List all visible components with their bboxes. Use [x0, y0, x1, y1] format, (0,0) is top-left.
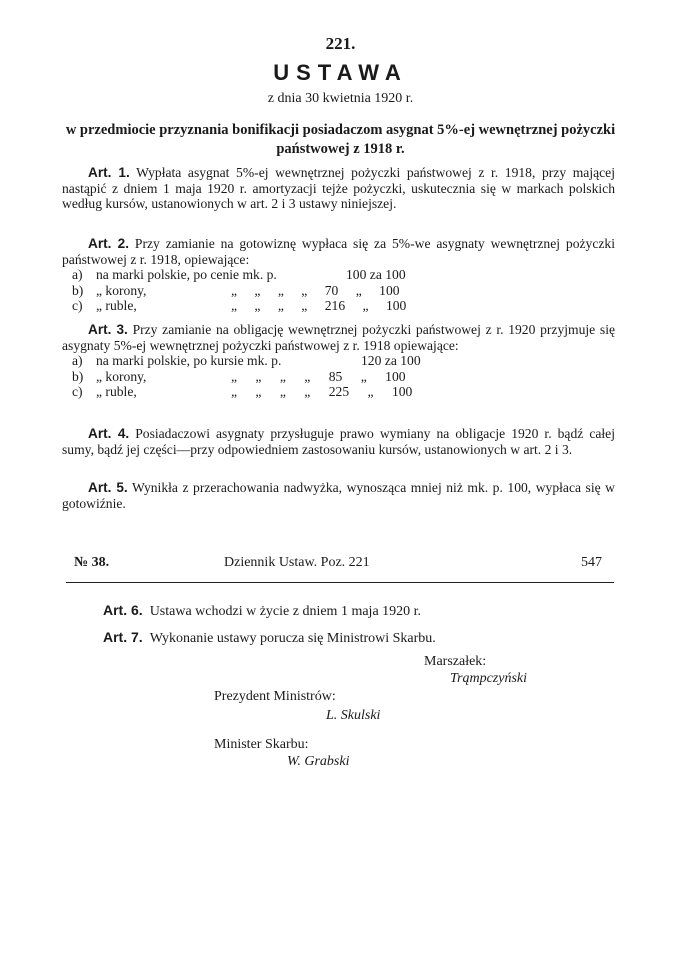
- article-4: [62, 426, 615, 457]
- article-1-text: Wypłata asygnat 5%-ej wewnętrznej pożyczki państwowej z r. 1918, przy mającej nastąpić z dniem 1 maja 1920 r. amortyzacji tejże pożyczki, uskutecznia się w markach polskich według kursów, ustanowionych w art. 2 i 3 ustawy niniejszej.: [62, 165, 615, 212]
- article-3: [62, 322, 615, 400]
- item-rate: 120 za 100: [361, 353, 421, 369]
- article-7: [103, 629, 436, 647]
- list-item: [62, 384, 615, 400]
- signature-name: L. Skulski: [326, 708, 381, 723]
- list-item: [62, 353, 615, 369]
- item-description: „ korony,: [96, 368, 147, 384]
- item-letter: a): [72, 353, 83, 369]
- article-2-text: Przy zamianie na gotowiznę wypłaca się za 5%-we asygnaty wewnętrznej pożyczki państwowej z r. 1918, opiewające:: [62, 236, 615, 267]
- act-subject: w przedmiocie przyznania bonifikacji posiadaczom asygnat 5%-ej wewnętrznej pożyczki państwowej z 1918 r.: [65, 122, 616, 157]
- issue-number: № 38.: [74, 555, 110, 570]
- item-rate: „ „ „ „ 70 „ 100: [231, 282, 400, 298]
- article-1: [62, 165, 615, 212]
- article-5-text: Wynikła z przerachowania nadwyżka, wynosząca mniej niż mk. p. 100, wypłaca się w gotowiźnie.: [62, 480, 615, 511]
- item-rate: „ „ „ „ 85 „ 100: [231, 368, 406, 384]
- page-number: 547: [581, 555, 602, 570]
- item-letter: b): [72, 368, 84, 384]
- item-letter: b): [72, 282, 84, 298]
- article-3-label: Art. 3.: [88, 322, 128, 337]
- signature-name: Trąmpczyński: [450, 671, 527, 686]
- journal-reference: Dziennik Ustaw. Poz. 221: [224, 555, 370, 570]
- article-3-text: Przy zamianie na obligację wewnętrznej pożyczki państwowej z r. 1920 przyjmuje się asygnaty 5%-ej wewnętrznej pożyczki państwowej z r. 1918 opiewające:: [62, 322, 616, 353]
- page-footer: [74, 555, 602, 571]
- article-5: [62, 480, 615, 511]
- item-rate: „ „ „ „ 225 „ 100: [231, 384, 413, 400]
- divider: [66, 582, 614, 583]
- article-2-label: Art. 2.: [88, 236, 130, 251]
- item-description: „ ruble,: [96, 298, 137, 314]
- article-4-text: Posiadaczowi asygnaty przysługuje prawo wymiany na obligacje 1920 r. bądź całej sumy, bądź jej części—przy odpowiedniem zastosowaniu kursów, ustanowionych w art. 2 i 3.: [62, 426, 615, 457]
- item-letter: c): [72, 298, 83, 314]
- article-6-label: Art. 6.: [103, 602, 143, 618]
- signature-title: Marszałek:: [424, 654, 487, 669]
- act-title: USTAWA: [273, 60, 408, 85]
- article-6-text: Ustawa wchodzi w życie z dniem 1 maja 1920 r.: [149, 604, 422, 619]
- item-rate: 100 za 100: [346, 267, 406, 283]
- signature-title: Prezydent Ministrów:: [214, 689, 336, 704]
- item-description: „ korony,: [96, 282, 147, 298]
- article-6: [103, 602, 421, 620]
- article-4-label: Art. 4.: [88, 426, 130, 441]
- item-letter: a): [72, 267, 83, 283]
- article-5-label: Art. 5.: [88, 480, 128, 495]
- item-description: na marki polskie, po kursie mk. p.: [96, 353, 282, 369]
- list-item: [62, 267, 615, 283]
- item-description: „ ruble,: [96, 384, 137, 400]
- signature-name: W. Grabski: [287, 754, 350, 769]
- item-rate: „ „ „ „ 216 „ 100: [231, 298, 407, 314]
- list-item: [62, 369, 615, 385]
- article-7-label: Art. 7.: [103, 629, 143, 645]
- act-date: z dnia 30 kwietnia 1920 r.: [267, 91, 414, 106]
- signature-title: Minister Skarbu:: [214, 737, 309, 752]
- list-item: [62, 283, 615, 299]
- item-letter: c): [72, 384, 83, 400]
- list-item: [62, 298, 615, 314]
- act-number: 221.: [325, 34, 356, 53]
- item-description: na marki polskie, po cenie mk. p.: [96, 267, 277, 283]
- article-7-text: Wykonanie ustawy porucza się Ministrowi Skarbu.: [149, 631, 436, 646]
- article-1-label: Art. 1.: [88, 165, 130, 180]
- article-2: [62, 236, 615, 314]
